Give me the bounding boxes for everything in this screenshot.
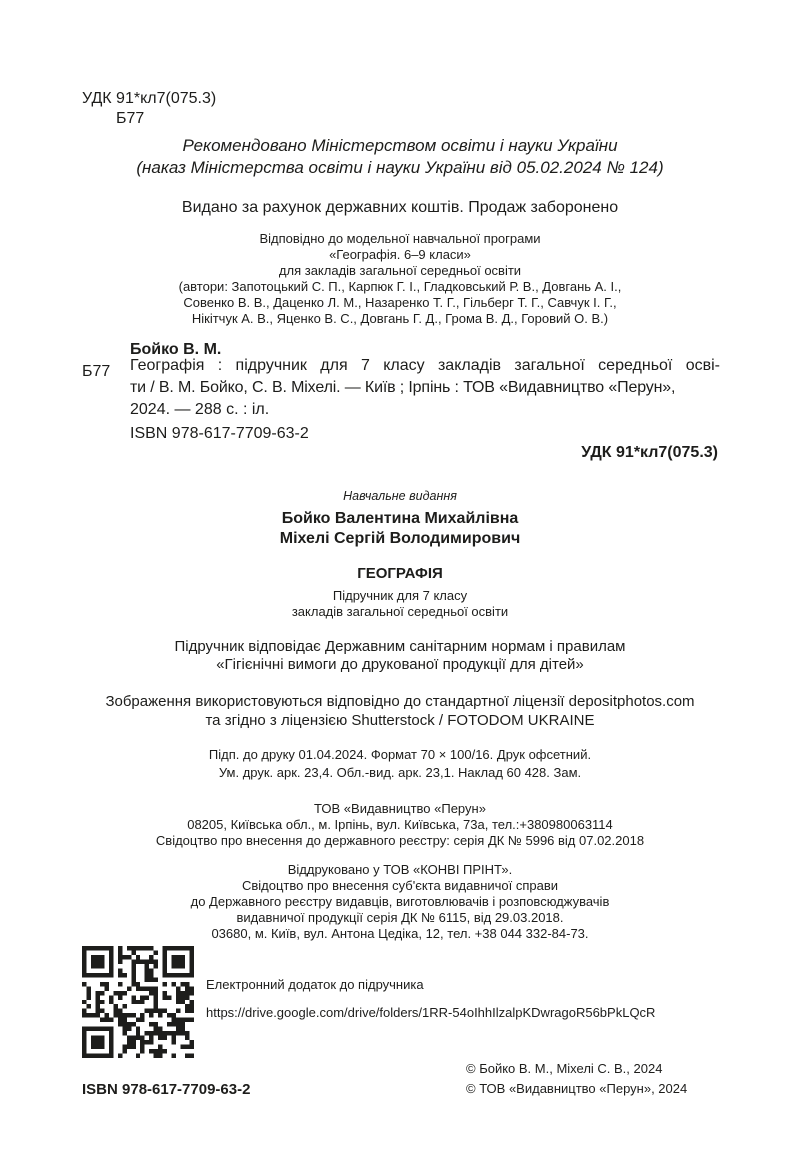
- printer-line: Свідоцтво про внесення суб'єкта видавничої справи: [241, 878, 559, 893]
- biblio-line: 2024. — 288 с. : іл.: [130, 401, 270, 418]
- print-info-line-2: Ум. друк. арк. 23,4. Обл.-вид. арк. 23,1. Наклад 60 428. Зам.: [218, 765, 582, 780]
- copyright-line-1: © Бойко В. М., Міхелі С. В., 2024: [466, 1061, 663, 1076]
- biblio-udk: УДК 91*кл7(075.3): [581, 444, 718, 461]
- publisher-certificate: Свідоцтво про внесення до державного реєстру: серія ДК № 5996 від 07.02.2018: [155, 833, 645, 848]
- program-line: «Географія. 6–9 класи»: [329, 247, 471, 262]
- print-info-line-1: Підп. до друку 01.04.2024. Формат 70 × 100/16. Друк офсетний.: [208, 747, 592, 762]
- subtitle-line-2: закладів загальної середньої освіти: [291, 604, 509, 619]
- license-line-1: Зображення використовуються відповідно до стандартної ліцензії depositphotos.com: [105, 693, 695, 710]
- biblio-line: ти / В. М. Бойко, С. В. Міхелі. — Київ ; Ірпінь : ТОВ «Видавництво «Перун»,: [130, 379, 676, 396]
- recommendation-line-1: Рекомендовано Міністерством освіти і науки України: [182, 136, 618, 155]
- state-funds-note: Видано за рахунок державних коштів. Продаж заборонено: [181, 199, 619, 216]
- isbn-bottom: ISBN 978-617-7709-63-2: [82, 1081, 251, 1098]
- license-line-2: та згідно з ліцензією Shutterstock / FOTODOM UKRAINE: [205, 712, 595, 729]
- biblio-code: Б77: [82, 363, 111, 380]
- recommendation-line-2: (наказ Міністерства освіти і науки України від 05.02.2024 № 124): [136, 158, 664, 177]
- catalog-code: Б77: [116, 110, 145, 127]
- printer-line: Віддруковано у ТОВ «КОНВІ ПРІНТ».: [287, 862, 513, 877]
- program-line: Совенко В. В., Даценко Л. М., Назаренко Т. Г., Гільберг Т. Г., Савчук І. Г.,: [183, 295, 617, 310]
- sanitary-line-2: «Гігієнічні вимоги до друкованої продукції для дітей»: [216, 656, 584, 673]
- sanitary-line-1: Підручник відповідає Державним санітарним нормам і правилам: [174, 638, 626, 655]
- program-line: Відповідно до модельної навчальної програми: [259, 231, 541, 246]
- printer-line: 03680, м. Київ, вул. Антона Цедіка, 12, тел. +38 044 332-84-73.: [211, 926, 589, 941]
- e-supplement-label: Електронний додаток до підручника: [206, 977, 424, 992]
- author-full-name: Міхелі Сергій Володимирович: [279, 530, 521, 547]
- subtitle-line-1: Підручник для 7 класу: [332, 588, 468, 603]
- printer-line: видавничої продукції серія ДК № 6115, від 29.03.2018.: [236, 910, 564, 925]
- publisher-name: ТОВ «Видавництво «Перун»: [314, 801, 486, 816]
- program-line: для закладів загальної середньої освіти: [278, 263, 522, 278]
- qr-code-icon[interactable]: [82, 946, 194, 1058]
- edition-type: Навчальне видання: [343, 489, 457, 503]
- biblio-line: Географія : підручник для 7 класу закладів загальної середньої осві-: [130, 357, 720, 374]
- biblio-author: Бойко В. М.: [130, 341, 222, 358]
- e-supplement-link[interactable]: https://drive.google.com/drive/folders/1RR-54oIhhIlzalpKDwragoR56bPkLQcR: [206, 1005, 656, 1020]
- program-line: Нікітчук А. В., Яценко В. С., Довгань Г. Д., Грома В. Д., Горовий О. В.): [191, 311, 609, 326]
- copyright-line-2: © ТОВ «Видавництво «Перун», 2024: [466, 1081, 688, 1096]
- printer-line: до Державного реєстру видавців, виготовлювачів і розповсюджувачів: [190, 894, 610, 909]
- biblio-isbn: ISBN 978-617-7709-63-2: [130, 425, 309, 442]
- udk-code: УДК 91*кл7(075.3): [82, 90, 217, 107]
- book-title: ГЕОГРАФІЯ: [357, 565, 443, 582]
- author-full-name: Бойко Валентина Михайлівна: [281, 510, 519, 527]
- publisher-address: 08205, Київська обл., м. Ірпінь, вул. Київська, 73а, тел.:+380980063114: [187, 817, 613, 832]
- program-line: (автори: Запотоцький С. П., Карпюк Г. І., Гладковський Р. В., Довгань А. І.,: [178, 279, 622, 294]
